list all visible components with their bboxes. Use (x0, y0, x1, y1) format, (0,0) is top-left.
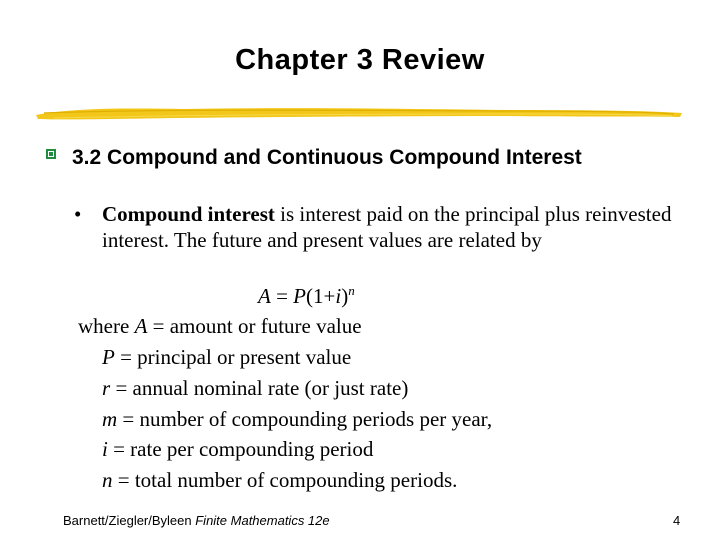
footer-citation (63, 513, 330, 528)
formula-open: (1+ (306, 284, 336, 308)
text-m: = number of compounding periods per year, (117, 407, 493, 431)
sub-bullet-point (74, 202, 674, 253)
formula-i: i (335, 284, 342, 308)
formula-a: A (258, 284, 271, 308)
definition-rate (102, 376, 408, 401)
symbol-m: m (102, 407, 118, 431)
compound-interest-formula (258, 284, 355, 309)
footer-authors: Barnett/Ziegler/Byleen (63, 513, 196, 528)
square-bullet-icon (46, 149, 56, 159)
definition-text: is interest paid on the principal plus reinvested interest. The future and present values are related by (102, 202, 672, 252)
formula-exponent (348, 283, 355, 298)
definition-amount (78, 314, 362, 339)
formula-p: P (293, 284, 306, 308)
footer-book-title: Finite Mathematics 12e (195, 513, 330, 528)
symbol-n: n (102, 468, 113, 492)
symbol-i: i (102, 437, 108, 461)
symbol-a: A (134, 314, 148, 338)
section-heading (46, 145, 666, 170)
definition-principal (102, 345, 351, 370)
symbol-r: r (102, 376, 111, 400)
formula-n: n (348, 283, 355, 298)
formula-close: ) (341, 284, 349, 308)
definition-rate-per-period (102, 437, 373, 462)
bullet-dot: • (74, 202, 82, 226)
term-compound-interest: Compound interest (102, 202, 275, 226)
sub-bullet-text (74, 202, 674, 253)
text-r: = annual nominal rate (or just rate) (110, 376, 409, 400)
page-number: 4 (673, 513, 681, 528)
text-a: = amount or future value (147, 314, 362, 338)
formula-equals: = (270, 284, 294, 308)
where-label: where (78, 314, 135, 338)
symbol-p: P (102, 345, 115, 369)
slide-title: Chapter 3 Review (235, 44, 485, 76)
definition-total-periods (102, 468, 457, 493)
text-n: = total number of compounding periods. (112, 468, 458, 492)
section-heading-text: 3.2 Compound and Continuous Compound Interest (72, 146, 582, 169)
definition-periods-per-year (102, 407, 492, 432)
text-p: = principal or present value (114, 345, 352, 369)
title-underline-stroke (34, 100, 684, 124)
text-i: = rate per compounding period (107, 437, 374, 461)
